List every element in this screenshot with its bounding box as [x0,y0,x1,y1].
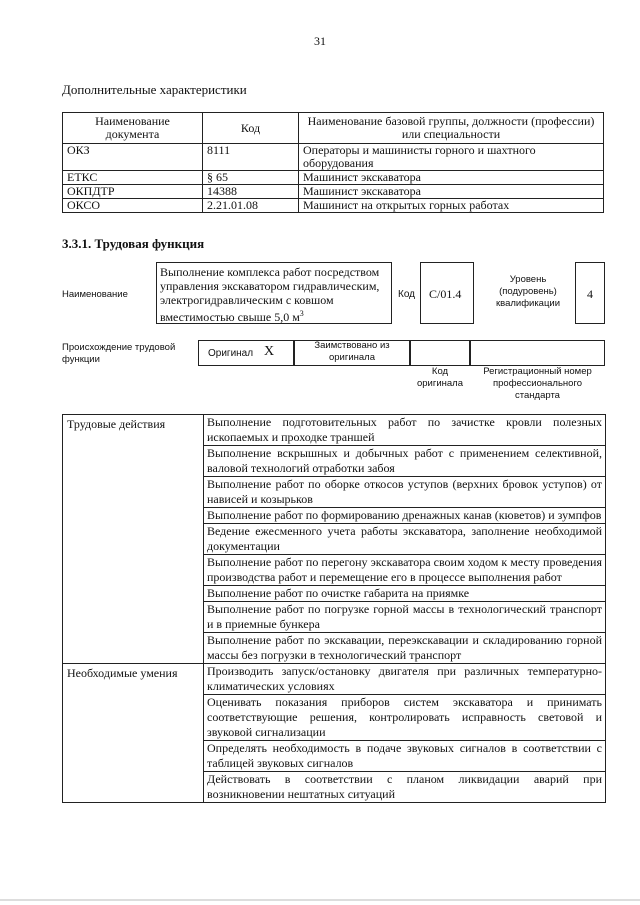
doc-cell: ЕТКС [63,171,203,185]
labor-action: Выполнение работ по погрузке горной массы в технологический транспорт и в приемные бункера [204,602,606,633]
header-group-name: Наименование базовой группы, должности (профессии) или специальности [299,113,604,144]
skill: Действовать в соответствии с планом ликвидации аварий при возникновении нештатных ситуаций [204,772,606,803]
function-details-table [62,414,606,803]
level-box [575,262,605,324]
level-label: Уровень (подуровень) квалификации [495,274,561,309]
skill: Производить запуск/остановку двигателя при различных температурно-климатических условиях [204,664,606,695]
header-code: Код [203,113,299,144]
code-value: C/01.4 [429,287,462,301]
name-cell: Операторы и машинисты горного и шахтного оборудования [299,144,604,171]
origin-label: Происхождение трудовой функции [62,342,176,365]
function-name: Выполнение комплекса работ посредством управления экскаватором гидравлическим, электрогидравлическим с ковшом вместимостью свыше 5,0 м [160,265,380,324]
labor-action: Выполнение работ по перегону экскаватора своим ходом к месту проведения производства работ и перемещение его в процессе выполнения работ [204,555,606,586]
page-number: 31 [314,34,326,48]
code-cell: 2.21.01.08 [203,199,299,213]
table-row [63,144,604,171]
doc-cell: ОКЗ [63,144,203,171]
name-cell: Машинист экскаватора [299,171,604,185]
original-mark: X [264,344,275,359]
code-cell: 14388 [203,185,299,199]
code-cell: § 65 [203,171,299,185]
code-cell: 8111 [203,144,299,171]
reg-number-label: Регистрационный номер профессионального стандарта [483,366,592,401]
labor-actions-label: Трудовые действия [63,415,204,664]
table-row [63,171,604,185]
additional-characteristics-table [62,112,604,213]
code-original-box [410,340,470,366]
header-document: Наименование документа [63,113,203,144]
labor-action: Выполнение вскрышных и добычных работ с применением селективной, валовой технологий отработки забоя [204,446,606,477]
function-name-box [156,262,392,324]
original-label: Оригинал [208,348,254,359]
level-value: 4 [587,287,593,301]
code-box [420,262,474,324]
borrowed-label: Заимствовано из оригинала [314,340,390,363]
labor-function-title: 3.3.1. Трудовая функция [62,236,205,251]
code-label: Код [398,289,416,300]
skill: Оценивать показания приборов систем экскаватора и принимать соответствующие решения, контролировать исправность световой и звуковой сигнализации [204,695,606,741]
additional-characteristics-title: Дополнительные характеристики [62,82,247,97]
table-row [63,185,604,199]
name-cell: Машинист экскаватора [299,185,604,199]
page-edge-divider [0,899,640,901]
doc-cell: ОКСО [63,199,203,213]
reg-number-box [470,340,605,366]
labor-action: Выполнение работ по очистке габарита на приямке [204,586,606,602]
labor-action: Выполнение работ по оборке откосов уступов (верхних бровок уступов) от нависей и козырьков [204,477,606,508]
name-cell: Машинист на открытых горных работах [299,199,604,213]
skill: Определять необходимость в подаче звуковых сигналов в соответствии с таблицей звуковых сигналов [204,741,606,772]
cubic-superscript: 3 [299,309,304,318]
labor-action: Ведение ежесменного учета работы экскаватора, заполнение необходимой документации [204,524,606,555]
table-row [63,199,604,213]
table-row [63,415,606,446]
table-row [63,664,606,695]
labor-action: Выполнение подготовительных работ по зачистке кровли полезных ископаемых и проходке траншей [204,415,606,446]
skills-label: Необходимые умения [63,664,204,803]
code-original-label: Код оригинала [416,366,463,389]
labor-action: Выполнение работ по формированию дренажных канав (кюветов) и зумпфов [204,508,606,524]
doc-cell: ОКПДТР [63,185,203,199]
name-label: Наименование [62,289,128,300]
labor-action: Выполнение работ по экскавации, переэкскавации и складированию горной массы без погрузки в технологический транспорт [204,633,606,664]
table-header-row [63,113,604,144]
